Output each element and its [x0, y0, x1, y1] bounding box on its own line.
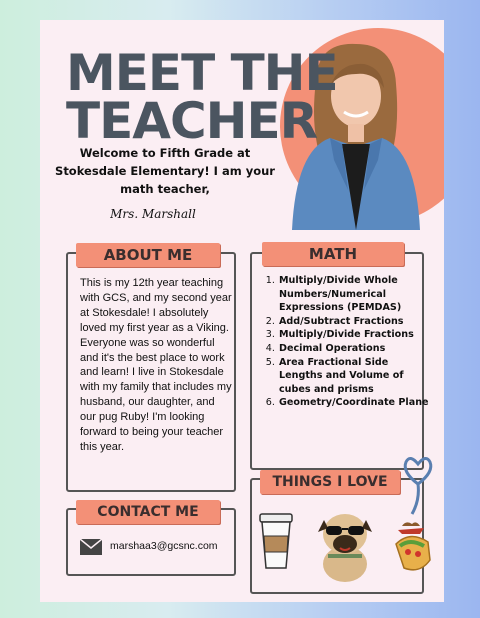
contact-label: CONTACT ME — [76, 500, 220, 524]
coffee-cup-icon — [256, 508, 296, 572]
about-label: ABOUT ME — [76, 243, 220, 267]
math-topic-list — [264, 274, 434, 410]
math-topic: 6. Geometry/Coordinate Plane — [278, 396, 434, 410]
about-text: This is my 12th year teaching with GCS, and my second year at Stokesdale! I absolutely loved my first year as a Viking. Everyone was so wonderful and it's the best place to work and learn! I live in Stokesdale with my family that includes my husband, our daughter, and our pug Ruby! I'm looking forward to being your teacher this year. — [80, 277, 232, 453]
taco-icon — [390, 520, 440, 576]
math-topic: 5. Area Fractional Side Lengths and Volume of cubes and prisms — [278, 356, 434, 397]
heart-icon — [398, 450, 438, 520]
page-title-line1: MEET THE — [66, 44, 338, 102]
flyer-page — [40, 20, 444, 602]
envelope-icon — [80, 539, 102, 555]
math-topic: 4. Decimal Operations — [278, 342, 434, 356]
math-topic: 2. Add/Subtract Fractions — [278, 315, 434, 329]
pug-icon — [314, 504, 376, 584]
contact-email-link[interactable]: marshaa3@gcsnc.com — [110, 540, 218, 552]
page-title-line2: TEACHER — [66, 92, 318, 150]
math-topic: 1. Multiply/Divide Whole Numbers/Numerical Expressions (PEMDAS) — [278, 274, 434, 315]
welcome-text: Welcome to Fifth Grade at Stokesdale Elementary! I am your math teacher, — [55, 146, 275, 196]
math-topic: 3. Multiply/Divide Fractions — [278, 328, 434, 342]
signature: Mrs. Marshall — [110, 207, 196, 221]
math-label: MATH — [262, 242, 404, 266]
contact-row — [80, 538, 230, 558]
things-i-love-label: THINGS I LOVE — [260, 470, 400, 494]
